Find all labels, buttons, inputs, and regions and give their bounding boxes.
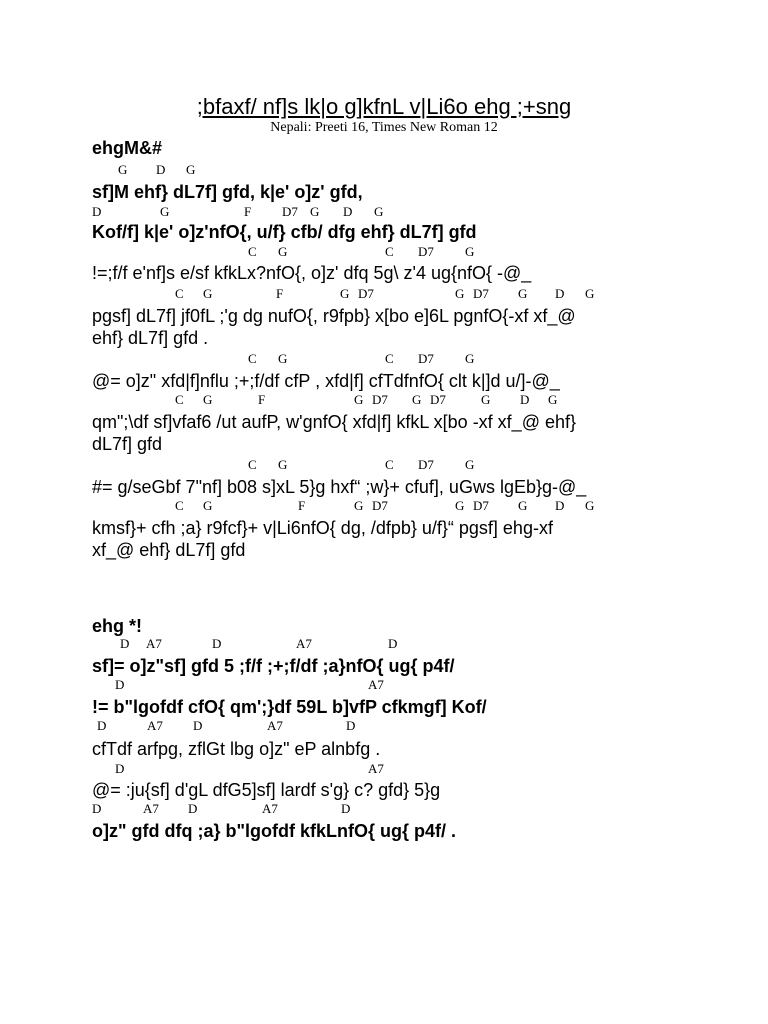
chord-label: D <box>115 677 125 692</box>
chord-label: D <box>388 636 398 651</box>
chord-label: D <box>346 718 356 733</box>
chord-label: G <box>310 204 320 219</box>
chord-label: D7 <box>372 498 388 513</box>
chord-label: D7 <box>372 392 388 407</box>
chord-label: D <box>188 801 198 816</box>
font-note: Nepali: Preeti 16, Times New Roman 12 <box>270 120 498 135</box>
chord-label: A7 <box>143 801 159 816</box>
lyric-line: xf_@ ehf} dL7f] gfd <box>92 540 246 560</box>
chord-label: G <box>278 457 288 472</box>
lyric-line: #= g/seGbf 7"nf] b08 s]xL 5}g hxf“ ;w}+ cfuf], uGws lgEb}g-@_ <box>92 477 587 497</box>
chord-label: A7 <box>296 636 312 651</box>
page-title: ;bfaxf/ nf]s lk|o g]kfnL v|Li6o ehg ;+sng <box>196 94 572 119</box>
lyric-line: != b"lgofdf cfO{ qm';}df 59L b]vfP cfkmgf] Kof/ <box>92 697 487 717</box>
chord-label: C <box>385 351 394 366</box>
chord-label: C <box>248 244 257 259</box>
chord-label: G <box>160 204 170 219</box>
chord-label: C <box>385 244 394 259</box>
chord-label: D <box>120 636 130 651</box>
chord-label: A7 <box>262 801 278 816</box>
chord-label: G <box>585 498 595 513</box>
lyric-line: kmsf}+ cfh ;a} r9fcf}+ v|Li6nfO{ dg, /dfpb} u/f}“ pgsf] ehg-xf <box>92 518 553 538</box>
lyric-line: o]z" gfd dfq ;a} b"lgofdf kfkLnfO{ ug{ p4f/ . <box>92 821 457 841</box>
chord-label: G <box>354 392 364 407</box>
chord-label: A7 <box>368 677 384 692</box>
lyric-line: Kof/f] k|e' o]z'nfO{, u/f} cfb/ dfg ehf} dL7f] gfd <box>92 222 477 242</box>
chord-label: C <box>248 351 257 366</box>
chord-label: D <box>92 204 102 219</box>
chord-label: G <box>278 351 288 366</box>
lyric-line: @= o]z" xfd|f]nflu ;+;f/df cfP , xfd|f] cfTdfnfO{ clt k|]d u/]-@_ <box>92 371 560 391</box>
lyric-line: dL7f] gfd <box>92 434 163 454</box>
chord-label: A7 <box>368 761 384 776</box>
lyric-line: cfTdf arfpg, zflGt lbg o]z" eP alnbfg . <box>92 739 381 759</box>
chord-label: G <box>340 286 350 301</box>
chord-label: A7 <box>146 636 162 651</box>
lyric-line: qm";\df sf]vfaf6 /ut aufP, w'gnfO{ xfd|f] kfkL x[bo -xf xf_@ ehf} <box>92 412 577 432</box>
chord-label: D7 <box>358 286 374 301</box>
chord-label: C <box>175 392 184 407</box>
chord-label: D <box>115 761 125 776</box>
chord-label: D <box>212 636 222 651</box>
chord-label: D7 <box>418 351 434 366</box>
chord-label: G <box>118 162 128 177</box>
lyric-line: ehg *! <box>92 616 143 636</box>
chord-label: G <box>186 162 196 177</box>
lyric-line: ehf} dL7f] gfd . <box>92 328 209 348</box>
chord-label: F <box>298 498 306 513</box>
chord-label: G <box>518 498 528 513</box>
lyric-line: sf]M ehf} dL7f] gfd, k|e' o]z' gfd, <box>92 182 363 202</box>
chord-label: G <box>455 498 465 513</box>
lyric-line: sf]= o]z"sf] gfd 5 ;f/f ;+;f/df ;a}nfO{ ug{ p4f/ <box>92 656 455 676</box>
chord-label: A7 <box>267 718 283 733</box>
chord-label: D <box>193 718 203 733</box>
chord-label: A7 <box>147 718 163 733</box>
chord-label: G <box>412 392 422 407</box>
chord-label: C <box>175 498 184 513</box>
chord-label: G <box>548 392 558 407</box>
chord-label: G <box>203 392 213 407</box>
chord-label: G <box>203 498 213 513</box>
chord-label: F <box>258 392 266 407</box>
chord-label: D7 <box>282 204 298 219</box>
chord-label: D <box>156 162 166 177</box>
lyric-line: @= :ju{sf] d'gL dfG5]sf] lardf s'g} c? gfd} 5}g <box>92 780 441 800</box>
chord-label: D7 <box>473 498 489 513</box>
chord-label: G <box>465 457 475 472</box>
chord-label: F <box>244 204 252 219</box>
chord-label: D <box>343 204 353 219</box>
chord-label: C <box>248 457 257 472</box>
chord-label: G <box>585 286 595 301</box>
chord-label: D7 <box>418 457 434 472</box>
chord-label: D <box>97 718 107 733</box>
chord-label: D7 <box>473 286 489 301</box>
lyric-line: ehgM&# <box>92 138 163 158</box>
chord-label: G <box>518 286 528 301</box>
chord-label: D <box>555 286 565 301</box>
chord-label: G <box>374 204 384 219</box>
chord-label: D <box>520 392 530 407</box>
chord-label: D7 <box>418 244 434 259</box>
lyric-line: !=;f/f e'nf]s e/sf kfkLx?nfO{, o]z' dfq 5g\ z'4 ug{nfO{ -@_ <box>92 263 532 283</box>
chord-label: D <box>92 801 102 816</box>
chord-label: D <box>341 801 351 816</box>
chord-label: G <box>481 392 491 407</box>
chord-label: G <box>465 351 475 366</box>
chord-label: D7 <box>430 392 446 407</box>
chord-label: G <box>354 498 364 513</box>
chord-label: D <box>555 498 565 513</box>
chord-label: C <box>175 286 184 301</box>
chord-label: G <box>455 286 465 301</box>
chord-label: G <box>465 244 475 259</box>
chord-label: F <box>276 286 284 301</box>
lyric-line: pgsf] dL7f] jf0fL ;'g dg nufO{, r9fpb} x[bo e]6L pgnfO{-xf xf_@ <box>92 306 576 326</box>
chord-label: G <box>203 286 213 301</box>
chord-label: G <box>278 244 288 259</box>
chord-label: C <box>385 457 394 472</box>
